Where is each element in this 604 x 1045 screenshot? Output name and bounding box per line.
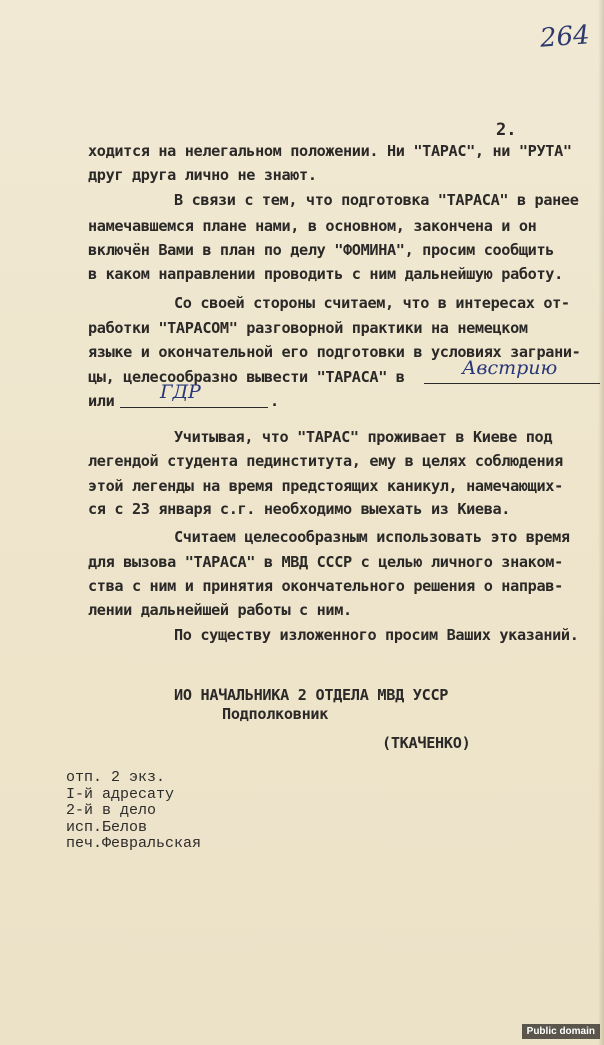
paper-edge-shadow xyxy=(598,0,604,1045)
note-line: отп. 2 экз. xyxy=(66,769,166,786)
body-line: По существу изложенного просим Ваших указаний. xyxy=(174,626,579,644)
signature-name: (ТКАЧЕНКО) xyxy=(382,734,471,752)
body-line: намечавшемся плане нами, в основном, закончена и он xyxy=(88,217,537,235)
body-line: друг друга лично не знают. xyxy=(88,166,317,184)
image-credit-badge: Public domain xyxy=(522,1024,600,1039)
body-line: языке и окончательной его подготовки в условиях заграни- xyxy=(88,343,581,361)
body-line: этой легенды на время предстоящих каникул, намечающих- xyxy=(88,477,563,495)
body-line: ства с ним и принятия окончательного решения о направ- xyxy=(88,577,563,595)
note-line: исп.Белов xyxy=(66,818,148,836)
note-line: печ.Февральская xyxy=(66,835,202,852)
note-line: 2-й в дело xyxy=(66,802,157,819)
body-line: ся с 23 января с.г. необходимо выехать из Киева. xyxy=(88,500,511,518)
body-line: В связи с тем, что подготовка "ТАРАСА" в ранее xyxy=(174,191,579,209)
note-line: I-й адресату xyxy=(66,785,175,803)
fill-in-line xyxy=(120,407,268,408)
body-line: работки "ТАРАСОМ" разговорной практики на немецком xyxy=(88,319,528,337)
handwritten-country: ГДР xyxy=(160,381,201,403)
body-line: или xyxy=(88,392,115,410)
body-line: лении дальнейшей работы с ним. xyxy=(88,601,352,619)
body-line: Учитывая, что "ТАРАС" проживает в Киеве под xyxy=(174,428,553,446)
handwritten-country: Австрию xyxy=(462,357,558,379)
body-line: . xyxy=(270,392,279,410)
body-line: для вызова "ТАРАСА" в МВД СССР с целью личного знаком- xyxy=(88,553,563,571)
signature-position: ИО НАЧАЛЬНИКА 2 ОТДЕЛА МВД УССР xyxy=(174,686,449,704)
page-number: 2. xyxy=(496,120,517,140)
distribution-notes xyxy=(66,770,201,853)
body-line: Считаем целесообразным использовать это время xyxy=(174,528,570,546)
body-line: легендой студента пединститута, ему в целях соблюдения xyxy=(88,452,563,470)
body-line: включён Вами в план по делу "ФОМИНА", просим сообщить xyxy=(88,241,555,259)
signature-rank: Подполковник xyxy=(222,705,329,723)
body-line: Со своей стороны считаем, что в интересах от- xyxy=(174,294,570,312)
body-line: цы, целесообразно вывести "ТАРАСА" в xyxy=(88,368,405,386)
body-line: ходится на нелегальном положении. Ни "ТАРАС", ни "РУТА" xyxy=(88,142,572,160)
archive-number-handwritten: 264 xyxy=(539,20,591,54)
fill-in-line xyxy=(424,383,600,384)
body-line: в каком направлении проводить с ним дальнейшую работу. xyxy=(88,265,563,283)
